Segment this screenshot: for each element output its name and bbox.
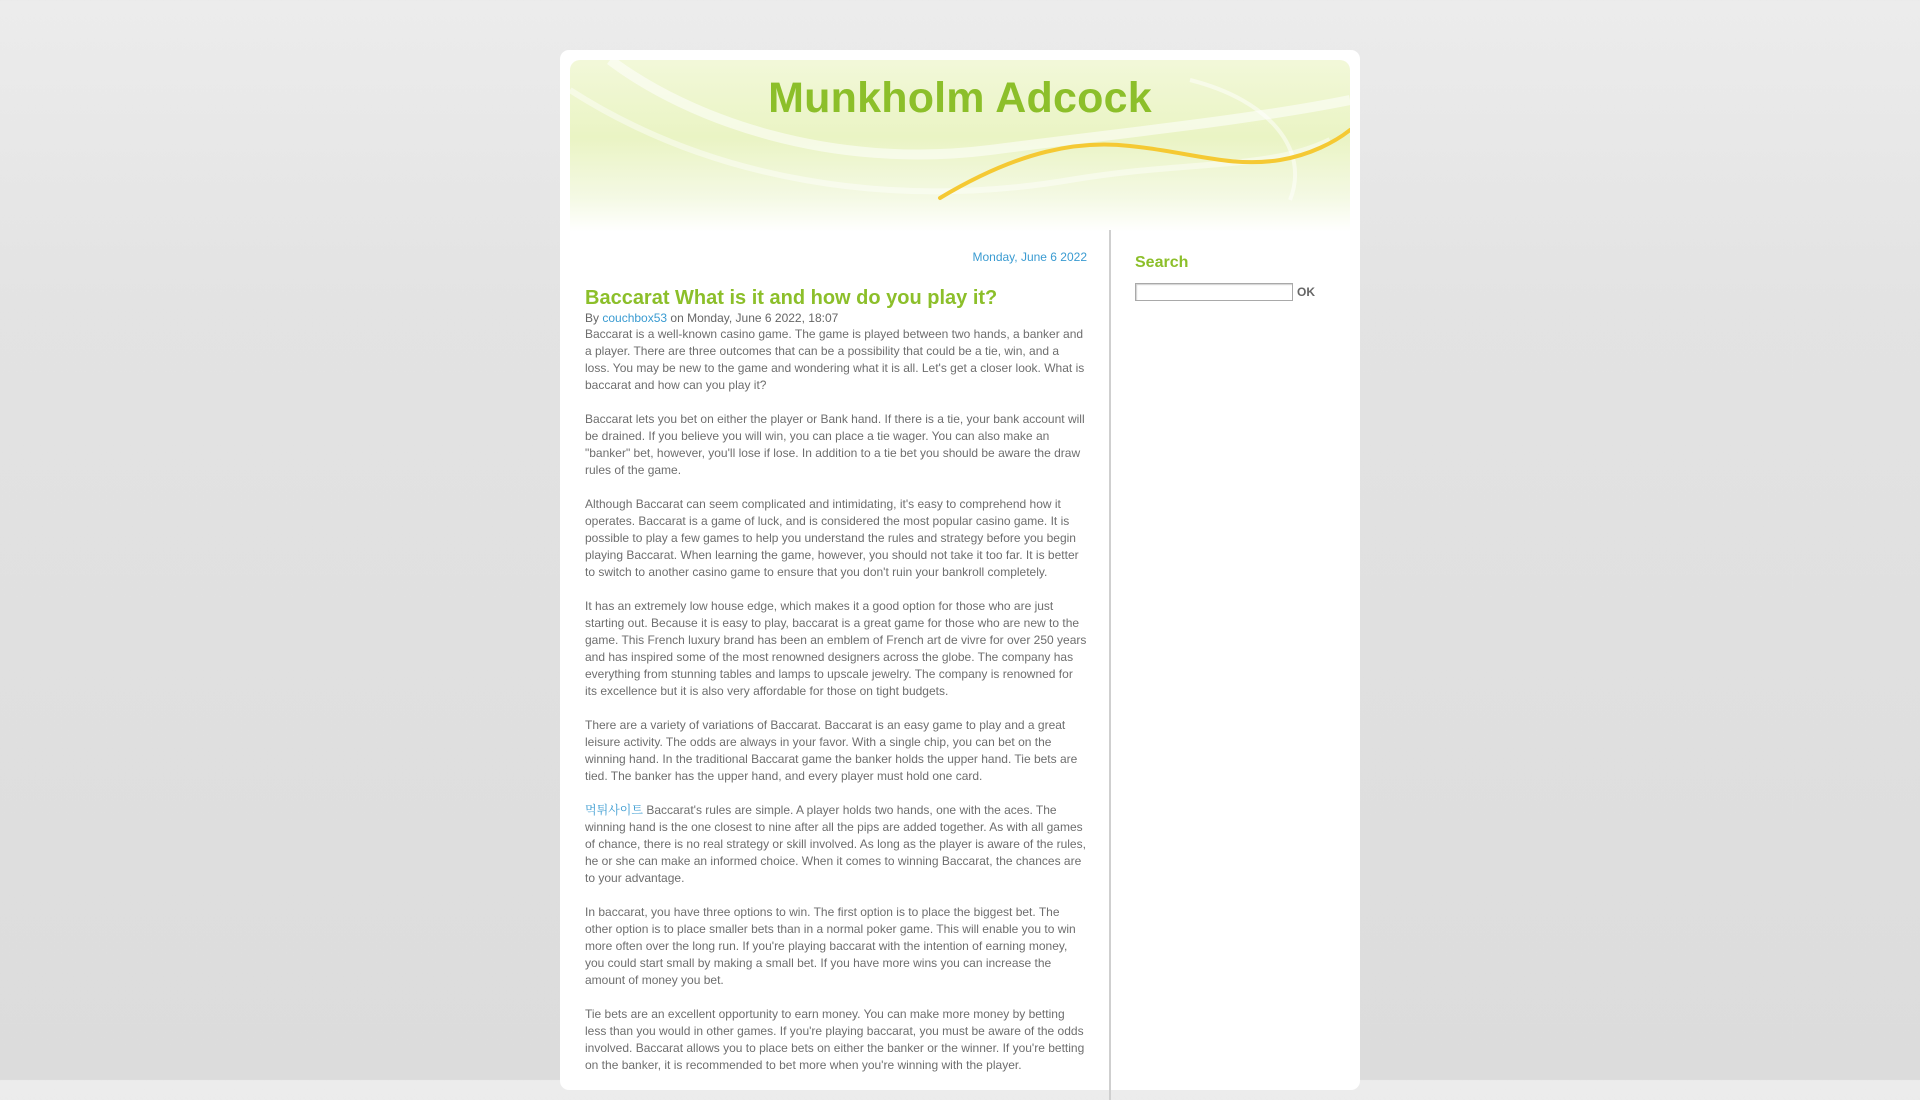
search-form	[1135, 283, 1335, 301]
date-header: Monday, June 6 2022	[972, 250, 1087, 264]
page-container	[560, 50, 1360, 1090]
post-body	[585, 326, 1087, 1074]
blog-title[interactable]: Munkholm Adcock	[768, 74, 1152, 122]
post-paragraph-with-link	[585, 802, 1087, 887]
post-paragraph: In baccarat, you have three options to win. The first option is to place the biggest bet. The other option is to place smaller bets than in a normal poker game. This will enable you to win more often over the long run. If you're playing baccarat with the intention of earning money, you could start small by making a small bet. If you have more wins you can increase the amount of money you bet.	[585, 905, 1076, 987]
post-paragraph: Tie bets are an excellent opportunity to earn money. You can make more money by betting less than you would in other games. If you're playing baccarat, you must be aware of the odds involved. Baccarat allows you to place bets on either the banker or the winner. If you're betting on the banker, it is recommended to bet more when you're winning with the player.	[585, 1007, 1085, 1072]
sidebar	[1135, 232, 1335, 301]
post-paragraph: Baccarat is a well-known casino game. The game is played between two hands, a banker and a player. There are three outcomes that can be a possibility that could be a tie, win, and a loss. You may be new to the game and wondering what it is all. Let's get a closer look. What is baccarat and how can you play it?	[585, 327, 1085, 392]
blog-header	[570, 60, 1350, 232]
author-link[interactable]: couchbox53	[602, 311, 668, 325]
post-paragraph: Although Baccarat can seem complicated and intimidating, it's easy to comprehend how it operates. Baccarat is a game of luck, and is considered the most popular casino game. It is possible to play a few games to help you understand the rules and strategy before you begin playing Baccarat. When learning the game, however, you should not take it too far. It is better to switch to another casino game to ensure that you don't ruin your bankroll completely.	[585, 497, 1079, 579]
post-byline	[585, 310, 1087, 326]
search-ok-button[interactable]: OK	[1297, 285, 1315, 299]
inline-site-link[interactable]: 먹튀사이트	[585, 803, 643, 817]
search-heading: Search	[1135, 254, 1189, 271]
byline-prefix: By	[585, 311, 603, 325]
search-input[interactable]	[1135, 283, 1293, 301]
post-paragraph: Baccarat lets you bet on either the player or Bank hand. If there is a tie, your bank account will be drained. If you believe you will win, you can place a tie wager. You can also make an "banker" bet, however, you'll lose if lose. In addition to a tie bet you should be aware the draw rules of the game.	[585, 412, 1085, 477]
byline-suffix: on Monday, June 6 2022, 18:07	[667, 311, 839, 325]
post-paragraph: It has an extremely low house edge, which makes it a good option for those who are just starting out. Because it is easy to play, baccarat is a great game for those who are new to the game. This French luxury brand has been an emblem of French art de vivre for over 250 years and has inspired some of the most renowned designers across the globe. The company has everything from stunning tables and lamps to upscale jewelry. The company is renowned for its excellence but it is also very affordable for those on tight budgets.	[585, 599, 1087, 698]
post-title[interactable]: Baccarat What is it and how do you play it?	[585, 287, 998, 309]
post-paragraph: There are a variety of variations of Baccarat. Baccarat is an easy game to play and a great leisure activity. The odds are always in your favor. With a single chip, you can bet on the winning hand. In the traditional Baccarat game the banker holds the upper hand. Tie bets are tied. The banker has the upper hand, and every player must hold one card.	[585, 718, 1078, 783]
column-divider	[1109, 230, 1111, 1100]
main-content	[585, 232, 1087, 1091]
post-paragraph-text: Baccarat's rules are simple. A player holds two hands, one with the aces. The winning hand is the one closest to nine after all the pips are added together. As with all games of chance, there is no real strategy or skill involved. As long as the player is aware of the rules, he or she can make an informed choice. When it comes to winning Baccarat, the chances are to your advantage.	[585, 803, 1086, 885]
